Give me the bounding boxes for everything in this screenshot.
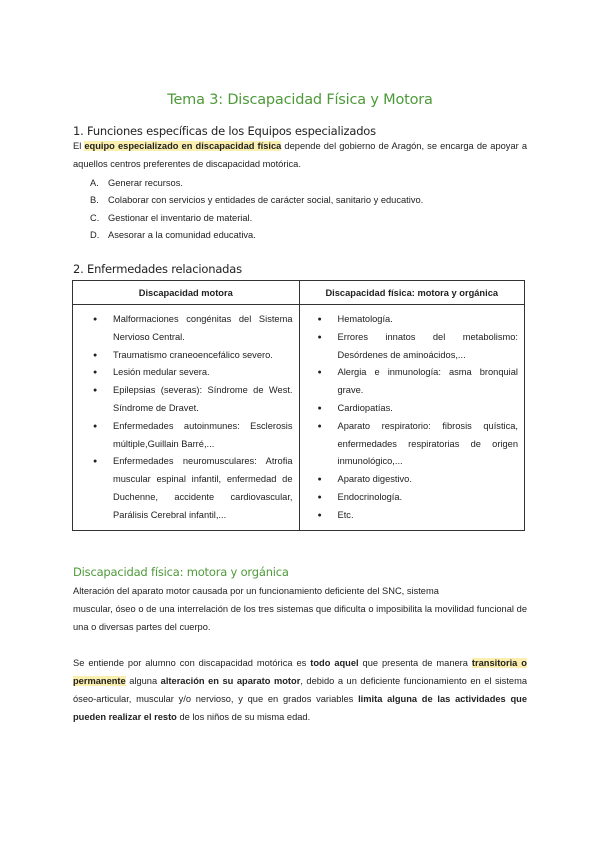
list-item [90, 227, 423, 244]
list-item [90, 175, 423, 192]
section1-heading: 1. Funciones específicas de los Equipos especializados [73, 124, 376, 138]
functions-list [90, 175, 423, 244]
text-run: alguna [125, 676, 161, 686]
definition-line-1: Alteración del aparato motor causada por un funcionamiento deficiente del SNC, sistema [73, 586, 439, 596]
section3-heading: Discapacidad física: motora y orgánica [73, 565, 289, 579]
list-item: ● Hematología. [300, 311, 518, 329]
definition-paragraph [73, 582, 527, 636]
bold-run: alteración en su aparato motor [160, 676, 301, 686]
definition-rest: muscular, óseo o de una interrelación de los tres sistemas que dificulta o imposibilita la movilidad funcional de una o diversas partes del cuerpo. [73, 604, 527, 632]
list-item [90, 210, 423, 227]
list-item: ● Errores innatos del metabolismo: Desórdenes de aminoácidos,... [300, 329, 518, 365]
list-marker: A. [90, 178, 99, 188]
bold-run: todo aquel [310, 658, 359, 668]
table-header-row [73, 281, 525, 305]
list-item: ● Etc. [300, 507, 518, 525]
list-marker: C. [90, 212, 100, 223]
physical-cell [299, 305, 524, 531]
column-header-physical: Discapacidad física: motora y orgánica [299, 281, 524, 305]
text-run: de los niños de su misma edad. [176, 712, 311, 722]
physical-list [300, 311, 518, 525]
table-row [73, 305, 525, 531]
list-item: ● Aparato digestivo. [300, 471, 518, 489]
motor-list [73, 311, 293, 525]
list-marker: B. [90, 195, 99, 206]
list-item: ● Traumatismo craneoencefálico severo. [73, 347, 293, 365]
list-item: ● Cardiopatías. [300, 400, 518, 418]
motor-cell [73, 305, 300, 531]
list-text: Generar recursos. [108, 178, 183, 188]
intro-highlight: equipo especializado en discapacidad física [84, 141, 282, 151]
section2-heading: 2. Enfermedades relacionadas [73, 262, 242, 276]
intro-pre: El [73, 141, 85, 151]
list-item: ● Alergia e inmunología: asma bronquial grave. [300, 364, 518, 400]
student-paragraph [73, 654, 527, 726]
list-item: ● Enfermedades neuromusculares: Atrofia muscular espinal infantil, enfermedad de Duchenne, accidente cardiovascular, Parálisis Cerebral infantil,... [73, 453, 293, 524]
list-item: ● Malformaciones congénitas del Sistema Nervioso Central. [73, 311, 293, 347]
text-run: que presenta de manera [358, 658, 472, 668]
list-item: ● Lesión medular severa. [73, 364, 293, 382]
list-item: ● Endocrinología. [300, 489, 518, 507]
list-item: ● Enfermedades autoinmunes: Esclerosis múltiple,Guillain Barré,... [73, 418, 293, 454]
page-title: Tema 3: Discapacidad Física y Motora [167, 92, 433, 108]
text-run: , debido a un deficiente funcionamiento en el sistema óseo-articular, muscular y/o nervioso, y que en grados variables [73, 676, 527, 704]
highlight-run: transitoria o permanente [73, 658, 527, 686]
list-text: Gestionar el inventario de material. [108, 212, 253, 223]
list-item: ● Epilepsias (severas): Síndrome de West. Síndrome de Dravet. [73, 382, 293, 418]
list-item: ● Aparato respiratorio: fibrosis quística, enfermedades respiratorias de origen inmunológico,... [300, 418, 518, 471]
column-header-motor: Discapacidad motora [73, 281, 300, 305]
section1-intro [73, 137, 527, 173]
list-text: Colaborar con servicios y entidades de carácter social, sanitario y educativo. [108, 195, 424, 206]
list-item [90, 192, 423, 209]
intro-post: depende del gobierno de Aragón, se encarga de apoyar a aquellos centros preferentes de discapacidad motórica. [73, 141, 527, 169]
list-text: Asesorar a la comunidad educativa. [108, 229, 256, 240]
diseases-table [72, 280, 525, 531]
text-run: Se entiende por alumno con discapacidad motórica es [73, 658, 311, 668]
list-marker: D. [90, 229, 100, 240]
bold-run: limita alguna de las actividades que pueden realizar el resto [73, 694, 527, 722]
